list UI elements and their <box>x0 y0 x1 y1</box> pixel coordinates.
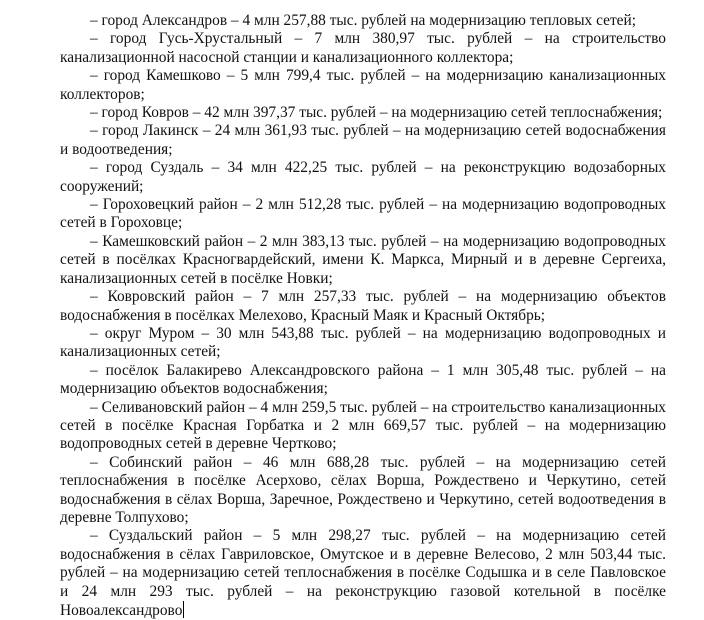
list-item-selivanovo-district: – Селивановский район – 4 млн 259,5 тыс. рублей – на строительство канализационных сетей в посёлке Красная Горбатка и 2 млн 669,57 тыс. рублей – на модернизацию водопроводных сетей в деревне Чертково; <box>60 398 666 453</box>
list-item-sobinka-district: – Собинский район – 46 млн 688,28 тыс. рублей – на модернизацию сетей теплоснабжения в посёлке Асерхово, сёлах Ворша, Рождествено и Черкутино, сетей водоснабжения в сёлах Ворша, Заречное, Рождествено и Черкутино, сетей водоотведения в деревне Толпухово; <box>60 453 666 526</box>
list-item-suzdal: – город Суздаль – 34 млн 422,25 тыс. рублей – на реконструкцию водозаборных сооружений; <box>60 159 666 195</box>
list-item-balakirevo: – посёлок Балакирево Александровского района – 1 млн 305,48 тыс. рублей – на модернизацию объектов водоснабжения; <box>60 361 666 398</box>
list-item-kameshkovo-district: – Камешковский район – 2 млн 383,13 тыс. рублей – на модернизацию водопроводных сетей в посёлках Красногвардейский, имени К. Маркса, Мирный и в деревне Сергеиха, канализационных сетей в посёлке Новки; <box>60 232 666 287</box>
list-item-aleksandrov: – город Александров – 4 млн 257,88 тыс. рублей на модернизацию тепловых сетей; <box>90 12 637 29</box>
list-item-lakinsk: – город Лакинск – 24 млн 361,93 тыс. рублей – на модернизацию сетей водоснабжения и водоотведения; <box>60 122 666 158</box>
list-item-kovrov-district: – Ковровский район – 7 млн 257,33 тыс. рублей – на модернизацию объектов водоснабжения в посёлках Мелехово, Красный Маяк и Красный Октябрь; <box>60 288 666 324</box>
text-cursor <box>183 601 184 618</box>
document-body[interactable] <box>60 12 666 620</box>
list-item-kameshkovo: – город Камешково – 5 млн 799,4 тыс. рублей – на модернизацию канализационных коллекторов; <box>60 67 666 103</box>
list-item-gus-khrustalny: – город Гусь-Хрустальный – 7 млн 380,97 тыс. рублей – на строительство канализационной насосной станции и канализационного коллектора; <box>60 30 666 66</box>
list-item-gorokhovets-district: – Гороховецкий район – 2 млн 512,28 тыс. рублей – на модернизацию водопроводных сетей в Гороховце; <box>60 196 666 232</box>
list-item-murom-okrug: – округ Муром – 30 млн 543,88 тыс. рублей – на модернизацию водопроводных и канализационных сетей; <box>60 324 666 361</box>
last-paragraph-text: – Суздальский район – 5 млн 298,27 тыс. рублей – на модернизацию сетей водоснабжения в сёлах Гавриловское, Омутское и в деревне Велесово, 2 млн 503,44 тыс. рублей – на модернизацию сетей теплоснабжения в посёлке Содышка и в селе Павловское и 24 млн 293 тыс. рублей – на реконструкцию газовой котельной в посёлке Новоалександрово <box>60 527 666 619</box>
list-item-suzdal-district <box>60 527 666 620</box>
list-item-kovrov: – город Ковров – 42 млн 397,37 тыс. рублей – на модернизацию сетей теплоснабжения; <box>90 104 663 122</box>
